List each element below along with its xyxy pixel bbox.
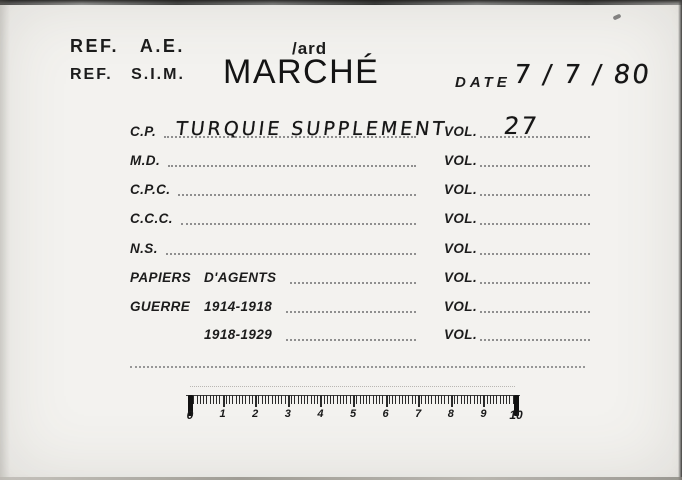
ruler-tick [193,395,194,404]
dotted-line [178,194,416,196]
ruler-tick [395,395,396,404]
ruler-tick [402,395,403,404]
ref-ae-label: REF. A.E. [70,36,185,56]
ref-ae-value: /ard [292,39,328,58]
centimeter-ruler [186,395,523,429]
row-md [130,150,590,170]
ruler-tick [448,395,449,404]
ruler-tick [298,395,299,404]
row-label: PAPIERS [130,270,192,285]
ruler-tick [405,395,406,404]
scan-edge-right [678,0,682,480]
row-ns [130,238,590,258]
row-cpc [130,179,590,199]
row-label: C.C.C. [130,211,173,226]
stray-dotted-line-2 [190,386,515,387]
ruler-tick [386,395,388,407]
ruler-tick [428,395,429,404]
ruler-tick [294,395,295,404]
ruler-tick [275,395,276,404]
ruler-label: 4 [317,408,324,420]
ruler-tick [399,395,400,404]
stray-dotted-line-1 [130,366,585,368]
ruler-tick [291,395,292,404]
ruler-tick [408,395,409,404]
ruler-label: 10 [509,408,523,422]
dotted-line [181,223,416,225]
vol-dotted-line [480,112,590,140]
ruler-tick [487,395,488,404]
vol-dotted-line [480,282,590,284]
ruler-tick [389,395,390,404]
vol-value-handwritten: 27 [502,112,541,140]
vol-label: VOL. [444,327,478,342]
ruler-tick [255,395,257,407]
ruler-tick [470,395,471,404]
ruler-tick [203,395,204,404]
ruler-tick [272,395,273,404]
ruler-label: 1 [219,408,226,420]
ruler-tick [330,395,331,404]
ruler-tick [506,395,507,404]
ruler-tick [285,395,286,404]
ruler-tick [369,395,370,404]
ruler-tick [496,395,497,404]
row-papiers-agents [130,267,590,287]
vol-dotted-line [480,253,590,255]
date-value-handwritten: 7 / 7 / 80 [512,60,653,90]
ruler-tick [268,395,269,404]
ruler-tick [288,395,290,407]
ruler-label: 0 [186,408,194,422]
ruler-tick [239,395,240,404]
vol-dotted-line [480,165,590,167]
ruler-tick [340,395,341,404]
ruler-tick [435,395,436,404]
ruler-tick [301,395,302,404]
ruler-tick [373,395,374,404]
ruler-tick [229,395,230,404]
ruler-tick [252,395,253,404]
ruler-tick [392,395,393,404]
ruler-tick [454,395,455,404]
ruler-tick [418,395,420,407]
ruler-tick [350,395,351,404]
scan-smudge [613,13,622,20]
ruler-tick [461,395,462,404]
ruler-label: 2 [252,408,259,420]
ruler-tick [232,395,233,404]
ruler-tick [337,395,338,404]
vol-label: VOL. [444,299,478,314]
ruler-tick [226,395,227,404]
row-label-2: 1918-1929 [204,327,273,342]
dotted-line [286,339,416,341]
row-label: C.P.C. [130,182,171,197]
ruler-tick [327,395,328,404]
ruler-tick [483,395,485,407]
ruler-tick [346,395,347,404]
ruler-tick [363,395,364,404]
ruler-tick [431,395,432,404]
ruler-tick [474,395,475,404]
ruler-tick [343,395,344,404]
ruler-tick [317,395,318,404]
ruler-tick [242,395,243,404]
row-cp [130,112,590,141]
ruler-tick [262,395,263,404]
row-ccc [130,208,590,228]
ruler-tick [210,395,211,404]
ruler-tick [219,395,220,404]
ruler-tick [304,395,305,404]
row-label: C.P. [130,124,157,139]
ruler-tick [464,395,465,404]
ruler-tick [438,395,439,404]
scan-edge-top [0,0,682,5]
dotted-line [286,311,416,313]
ruler-tick [360,395,361,404]
ruler-tick [333,395,334,404]
row-label: M.D. [130,153,161,168]
vol-label: VOL. [444,241,478,256]
ruler-tick [314,395,315,404]
ruler-tick [324,395,325,404]
ruler-tick [223,395,225,407]
vol-dotted-line [480,339,590,341]
vol-label: VOL. [444,270,478,285]
ref-sim-label: REF. S.I.M. [70,66,185,83]
ruler-tick [366,395,367,404]
row-guerre-1914-1918 [130,296,590,316]
ruler-tick [480,395,481,404]
ruler-tick [320,395,322,407]
ruler-tick [493,395,494,404]
dotted-line [166,253,416,255]
row-label-2: 1914-1918 [204,299,273,314]
vol-label: VOL. [444,182,478,197]
ruler-tick [503,395,504,404]
ruler-tick [200,395,201,404]
ruler-tick [311,395,312,404]
ruler-tick [477,395,478,404]
card-title: MARCHÉ [223,53,380,91]
ruler-label: 6 [382,408,389,420]
ruler-tick [356,395,357,404]
ruler-tick [376,395,377,404]
row-1918-1929 [130,324,590,344]
ruler-tick [258,395,259,404]
ruler-tick [213,395,214,404]
ruler-tick [509,395,510,404]
ruler-tick [421,395,422,404]
vol-label: VOL. [444,153,478,168]
row-label: N.S. [130,241,158,256]
vol-dotted-line [480,194,590,196]
ruler-tick [500,395,501,404]
ruler-tick [412,395,413,404]
ruler-tick [441,395,442,404]
dotted-line [168,165,416,167]
dotted-line [290,282,416,284]
ruler-tick [197,395,198,404]
ruler-tick [490,395,491,404]
vol-label: VOL. [444,124,478,139]
ruler-tick [265,395,266,404]
ruler-tick [425,395,426,404]
ruler-tick [382,395,383,404]
row-label: GUERRE [130,299,191,314]
ruler-label: 5 [349,408,357,420]
ruler-label: 7 [415,408,422,420]
ruler-label: 3 [284,408,291,420]
row-label-2: D'AGENTS [204,270,277,285]
row-value-handwritten: TURQUIE SUPPLEMENT [174,118,449,140]
ruler-tick [457,395,458,404]
date-label: DATE [455,74,511,91]
ruler-tick [249,395,250,404]
ruler-tick [415,395,416,404]
vol-dotted-line [480,311,590,313]
ruler-label: 8 [447,408,454,420]
vol-label: VOL. [444,211,478,226]
ruler-tick [467,395,468,404]
ruler-tick [307,395,308,404]
ruler-tick [216,395,217,404]
vol-dotted-line [480,223,590,225]
ruler-tick [451,395,453,407]
ruler-tick [206,395,207,404]
ruler-tick [245,395,246,404]
ruler-tick [278,395,279,404]
ruler-tick [281,395,282,404]
ruler-tick [236,395,237,404]
ruler-tick [444,395,445,404]
ruler-tick [379,395,380,404]
scan-edge-left [0,0,10,480]
ruler-label: 9 [480,408,487,420]
ruler-tick [353,395,355,407]
